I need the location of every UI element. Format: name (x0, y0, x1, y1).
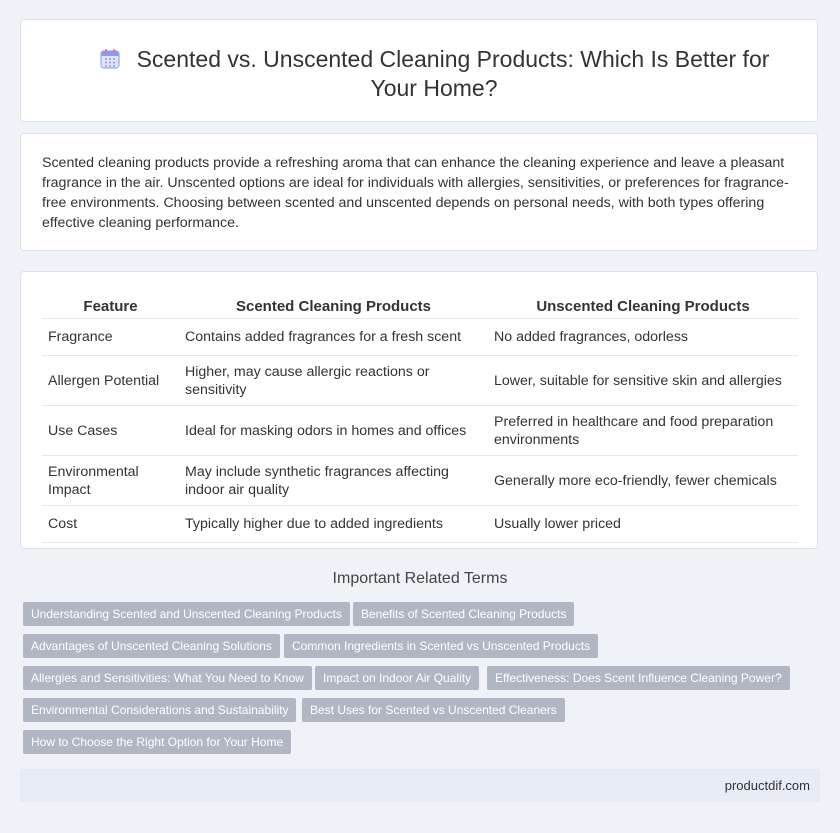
comparison-card (20, 271, 818, 549)
cell-scented: Typically higher due to added ingredients (179, 506, 488, 543)
cell-unscented: Usually lower priced (488, 506, 798, 543)
related-tag[interactable]: Benefits of Scented Cleaning Products (353, 602, 574, 626)
related-tag[interactable]: How to Choose the Right Option for Your Home (23, 730, 291, 754)
related-tag[interactable]: Allergies and Sensitivities: What You Need to Know (23, 666, 312, 690)
cell-unscented: Generally more eco-friendly, fewer chemicals (488, 456, 798, 506)
cell-scented: May include synthetic fragrances affecting indoor air quality (179, 456, 488, 506)
cell-scented: Contains added fragrances for a fresh scent (179, 319, 488, 356)
footer (20, 769, 820, 802)
calendar-icon (99, 48, 121, 70)
table-row (42, 406, 798, 456)
cell-feature: Cost (42, 506, 179, 543)
related-tag[interactable]: Environmental Considerations and Sustainability (23, 698, 296, 722)
footer-site[interactable]: productdif.com (724, 778, 810, 793)
cell-unscented: No added fragrances, odorless (488, 319, 798, 356)
table-row (42, 456, 798, 506)
comparison-table (42, 296, 798, 543)
header-unscented: Unscented Cleaning Products (488, 296, 798, 319)
cell-scented: Ideal for masking odors in homes and offices (179, 406, 488, 456)
cell-feature: Use Cases (42, 406, 179, 456)
intro-card (20, 133, 818, 251)
table-row (42, 506, 798, 543)
related-tag[interactable]: Impact on Indoor Air Quality (315, 666, 479, 690)
related-tag[interactable]: Understanding Scented and Unscented Cleaning Products (23, 602, 350, 626)
table-header-row (42, 296, 798, 319)
related-tag[interactable]: Advantages of Unscented Cleaning Solutions (23, 634, 280, 658)
header-feature: Feature (42, 296, 179, 319)
table-row (42, 319, 798, 356)
related-tag[interactable]: Best Uses for Scented vs Unscented Cleaners (302, 698, 565, 722)
related-tag[interactable]: Common Ingredients in Scented vs Unscented Products (284, 634, 598, 658)
table-row (42, 356, 798, 406)
header-scented: Scented Cleaning Products (179, 296, 488, 319)
cell-feature: Environmental Impact (42, 456, 179, 506)
cell-scented: Higher, may cause allergic reactions or sensitivity (179, 356, 488, 406)
cell-feature: Fragrance (42, 319, 179, 356)
page-title (81, 45, 787, 103)
intro-text: Scented cleaning products provide a refreshing aroma that can enhance the cleaning experience and leave a pleasant fragrance in the air. Unscented options are ideal for individuals with allergies, sensitivities, or preferences for fragrance-free environments. Choosing between scented and unscented depends on personal needs, with both types offering effective cleaning performance. (42, 155, 789, 231)
cell-unscented: Lower, suitable for sensitive skin and allergies (488, 356, 798, 406)
page-title-text: Scented vs. Unscented Cleaning Products: Which Is Better for Your Home? (136, 46, 770, 101)
header-card (20, 19, 818, 122)
cell-unscented: Preferred in healthcare and food preparation environments (488, 406, 798, 456)
cell-feature: Allergen Potential (42, 356, 179, 406)
related-tag[interactable]: Effectiveness: Does Scent Influence Cleaning Power? (487, 666, 790, 690)
related-terms-title: Important Related Terms (332, 570, 508, 587)
